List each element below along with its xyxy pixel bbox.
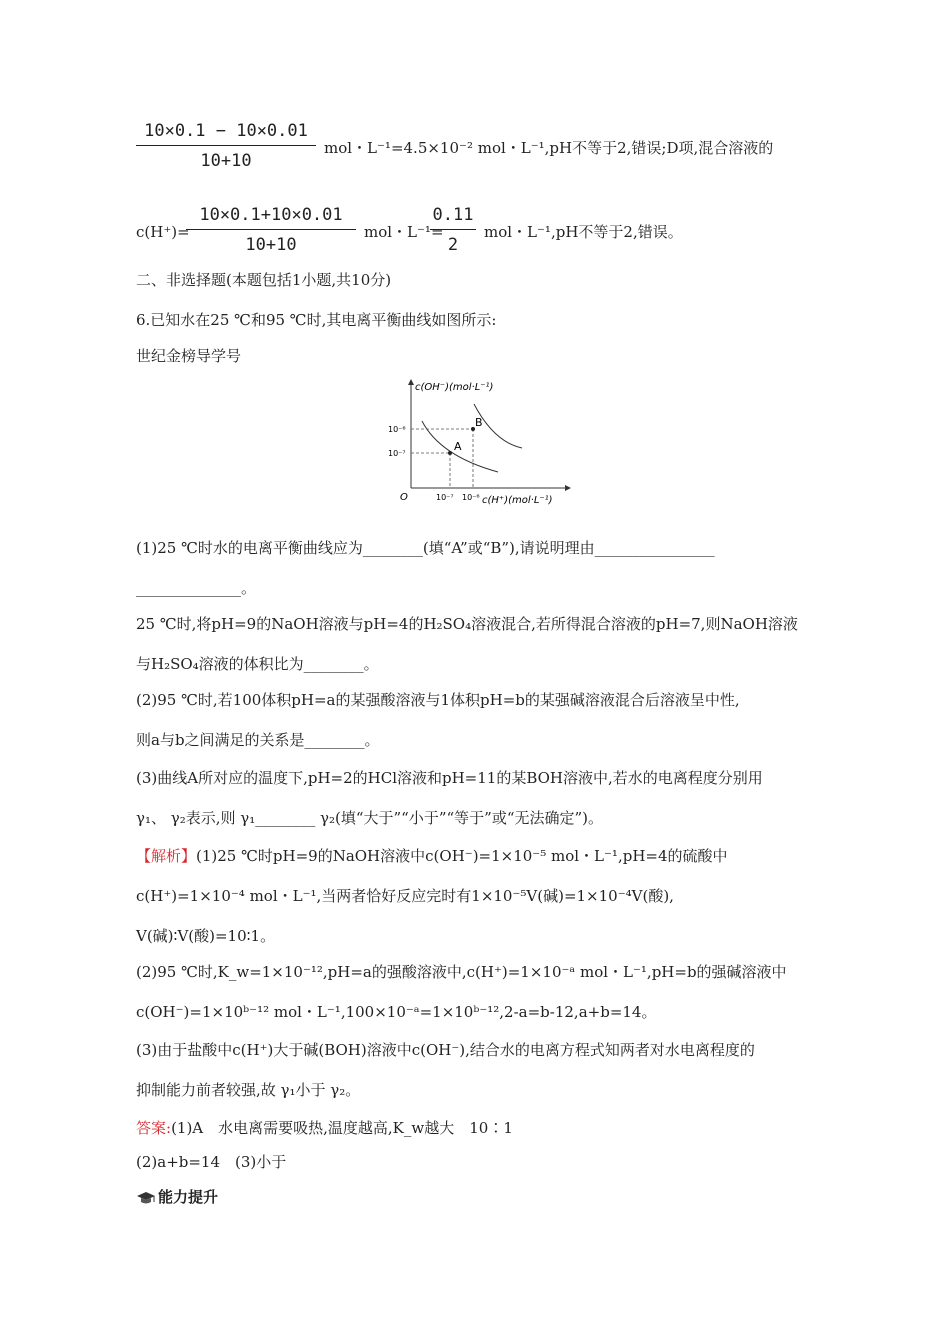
analysis-line-2: c(H⁺)=1×10⁻⁴ mol・L⁻¹,当两者恰好反应完时有1×10⁻⁵V(碱)=1×10⁻⁴V(酸),	[136, 887, 674, 905]
fraction-denominator: 10+10	[200, 151, 252, 171]
d-prefix: c(H⁺)=	[136, 223, 190, 241]
answer-line-2: (2)a+b=14 (3)小于	[136, 1153, 287, 1171]
point-a	[448, 451, 452, 455]
origin-label: O	[400, 492, 408, 503]
q3-line-a: (3)曲线A所对应的温度下,pH=2的HCl溶液和pH=11的某BOH溶液中,若水的电离程度分别用	[136, 769, 763, 787]
q1-line-d: 与H₂SO₄溶液的体积比为________。	[136, 655, 379, 673]
fraction-bar	[136, 145, 316, 146]
fraction-denominator: 2	[447, 235, 459, 255]
analysis-line-7: 抑制能力前者较强,故 γ₁小于 γ₂。	[136, 1081, 361, 1099]
top-line-tail: mol・L⁻¹=4.5×10⁻² mol・L⁻¹,pH不等于2,错误;D项,混合溶液的	[324, 139, 774, 157]
q1-line-b: ______________。	[136, 579, 257, 597]
analysis-line-1	[136, 846, 728, 866]
q1-line-c: 25 ℃时,将pH=9的NaOH溶液与pH=4的H₂SO₄溶液混合,若所得混合溶液的pH=7,则NaOH溶液	[136, 615, 798, 633]
analysis-text: (1)25 ℃时pH=9的NaOH溶液中c(OH⁻)=1×10⁻⁵ mol・L⁻¹,pH=4的硫酸中	[196, 847, 728, 865]
analysis-line-6: (3)由于盐酸中c(H⁺)大于碱(BOH)溶液中c(OH⁻),结合水的电离方程式知两者对水电离程度的	[136, 1041, 755, 1059]
fraction-bar	[186, 229, 356, 230]
x-axis-label: c(H⁺)(mol·L⁻¹)	[482, 495, 553, 506]
section-title: 二、非选择题(本题包括1小题,共10分)	[136, 271, 392, 289]
q2-line-b: 则a与b之间满足的关系是________。	[136, 731, 380, 749]
fraction-denominator: 10+10	[245, 235, 297, 255]
d-mid: mol・L⁻¹=	[364, 223, 444, 241]
ionization-chart	[378, 376, 578, 516]
answer-text: (1)A 水电离需要吸热,温度越高,K_w越大 10∶1	[171, 1119, 513, 1137]
section-heading-text: 能力提升	[158, 1188, 219, 1206]
y-tick-2: 10⁻⁷	[388, 449, 406, 458]
analysis-line-3: V(碱)∶V(酸)=10∶1。	[136, 927, 276, 945]
answer-line-1	[136, 1118, 513, 1138]
brand-text: 世纪金榜导学号	[136, 347, 242, 365]
question-6: 6.已知水在25 ℃和95 ℃时,其电离平衡曲线如图所示:	[136, 311, 497, 329]
fraction-top	[136, 120, 316, 172]
graduation-cap-icon	[136, 1190, 156, 1206]
analysis-line-5: c(OH⁻)=1×10ᵇ⁻¹² mol・L⁻¹,100×10⁻ᵃ=1×10ᵇ⁻¹²,2-a=b-12,a+b=14。	[136, 1003, 657, 1021]
analysis-label: 【解析】	[136, 847, 197, 865]
y-axis-label: c(OH⁻)(mol·L⁻¹)	[415, 382, 494, 393]
q2-line-a: (2)95 ℃时,若100体积pH=a的某强酸溶液与1体积pH=b的某强碱溶液混合后溶液呈中性,	[136, 691, 740, 709]
x-tick-2: 10⁻⁶	[462, 493, 480, 502]
fraction-d	[186, 204, 356, 256]
fraction-bar	[430, 229, 476, 230]
point-a-label: A	[454, 440, 462, 453]
analysis-line-4: (2)95 ℃时,K_w=1×10⁻¹²,pH=a的强酸溶液中,c(H⁺)=1×10⁻ᵃ mol・L⁻¹,pH=b的强碱溶液中	[136, 963, 787, 981]
answer-label: 答案:	[136, 1119, 172, 1137]
d-tail: mol・L⁻¹,pH不等于2,错误。	[484, 223, 683, 241]
fraction-d2	[430, 204, 476, 256]
section-heading	[136, 1186, 218, 1207]
fraction-numerator: 10×0.1 − 10×0.01	[144, 121, 308, 141]
fraction-numerator: 10×0.1+10×0.01	[199, 205, 343, 225]
point-b-label: B	[475, 416, 483, 429]
fraction-numerator: 0.11	[432, 205, 474, 225]
q3-line-b: γ₁、 γ₂表示,则 γ₁________ γ₂(填“大于”“小于”“等于”或“无法确定”)。	[136, 809, 604, 827]
q1-line-a: (1)25 ℃时水的电离平衡曲线应为________(填“A”或“B”),请说明理由________________	[136, 539, 715, 557]
y-tick-1: 10⁻⁶	[388, 425, 406, 434]
x-tick-1: 10⁻⁷	[436, 493, 454, 502]
